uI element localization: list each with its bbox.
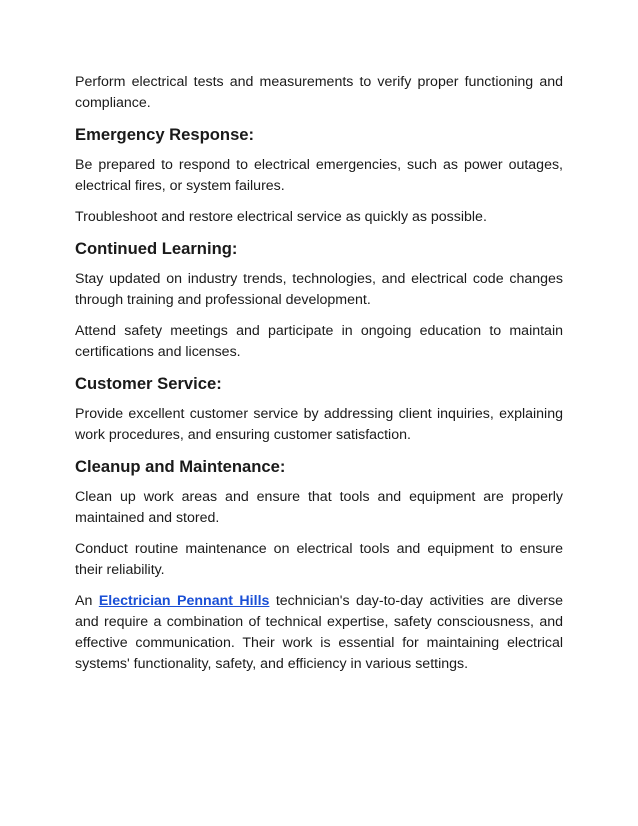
closing-suffix: technician's day-to-day activities are diverse and require a combination of technical expertise, safety consciousness, and effective communication. Their work is essential for maintaining electrical systems' functionality, safety, and efficiency in various settings. (75, 593, 564, 672)
document-page (75, 72, 563, 685)
section-heading-emergency-response: Emergency Response: (75, 125, 255, 144)
emergency-paragraph-1: Be prepared to respond to electrical emergencies, such as power outages, electrical fires, or system failures. (75, 157, 563, 194)
learning-paragraph-2: Attend safety meetings and participate in ongoing education to maintain certifications and licenses. (75, 323, 563, 360)
emergency-paragraph-2: Troubleshoot and restore electrical service as quickly as possible. (75, 209, 487, 225)
closing-prefix: An (75, 593, 99, 609)
cleanup-paragraph-1: Clean up work areas and ensure that tools and equipment are properly maintained and stored. (75, 489, 563, 526)
section-heading-cleanup-maintenance: Cleanup and Maintenance: (75, 457, 286, 476)
learning-paragraph-1: Stay updated on industry trends, technologies, and electrical code changes through training and professional development. (75, 271, 563, 308)
closing-paragraph (75, 591, 563, 675)
intro-paragraph: Perform electrical tests and measurements to verify proper functioning and compliance. (75, 74, 563, 111)
section-heading-continued-learning: Continued Learning: (75, 239, 238, 258)
section-heading-customer-service: Customer Service: (75, 374, 222, 393)
electrician-pennant-hills-link[interactable]: Electrician Pennant Hills (98, 593, 270, 609)
cleanup-paragraph-2: Conduct routine maintenance on electrical tools and equipment to ensure their reliability. (75, 541, 563, 578)
customer-service-paragraph: Provide excellent customer service by addressing client inquiries, explaining work procedures, and ensuring customer satisfaction. (75, 406, 563, 443)
